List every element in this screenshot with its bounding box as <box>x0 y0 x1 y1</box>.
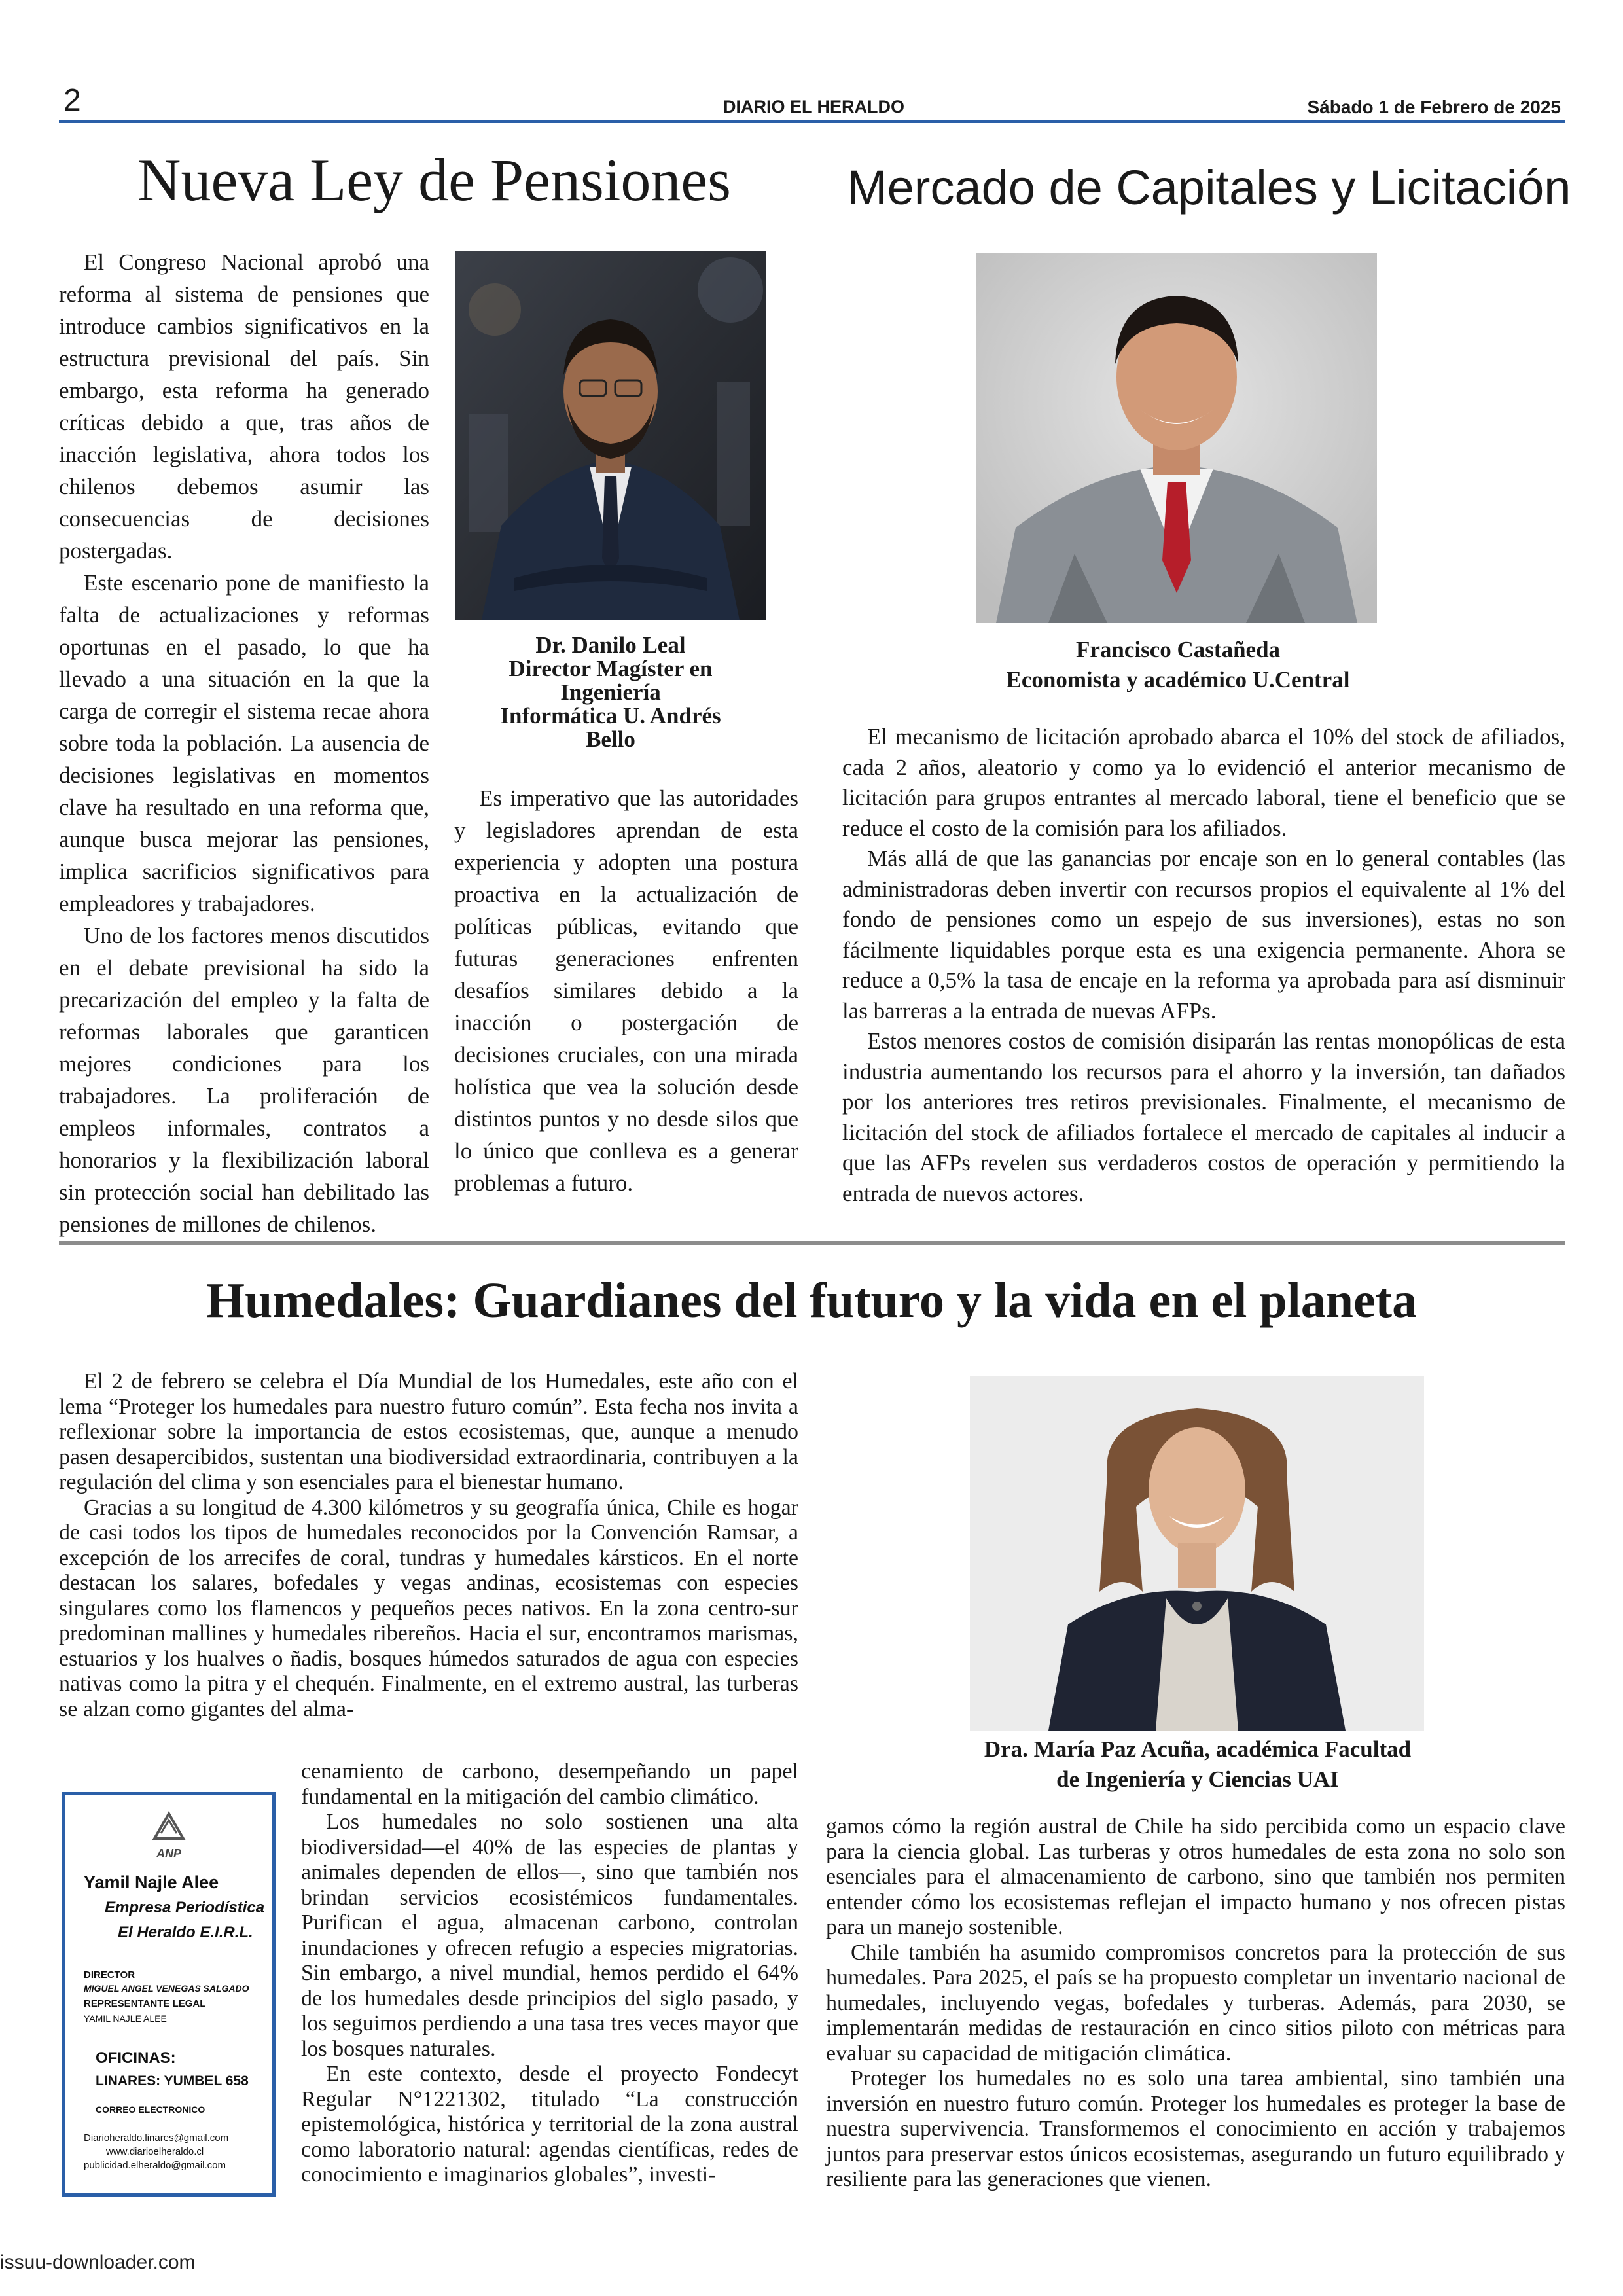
paragraph: Más allá de que las ganancias por encaje son en lo general contables (las administradoras deben invertir con recursos propios el equivalente al 1% del fondo de pensiones como un espejo de sus inversiones), estas no son fácilmente liquidables porque esta es una exigencia permanente. Ahora se reduce a 0,5% la tasa de encaje en la reforma ya aprobada para así disminuir las barreras a la entrada de nuevas AFPs. <box>842 846 1565 1024</box>
anp-logo-icon <box>149 1810 188 1844</box>
masthead-website: www.diarioelheraldo.cl <box>106 2146 204 2157</box>
masthead-email1: Diarioheraldo.linares@gmail.com <box>84 2132 229 2144</box>
caption-line: Francisco Castañeda <box>1075 637 1281 662</box>
anp-logo <box>65 1810 272 1861</box>
paragraph: El 2 de febrero se celebra el Día Mundial de los Humedales, este año con el lema “Proteger los humedales para nuestro futuro común”. Esta fecha nos invita a reflexionar sobre la importancia de estos ecosistemas, que, aunque a menudo pasen desapercibidos, sustentan una biodiversidad extraordinaria, contribuyen a la regulación del clima y son esenciales para el bienestar humano. <box>59 1369 798 1494</box>
paragraph: Proteger los humedales no es solo una tarea ambiental, sino también una inversión en nuestro futuro común. Proteger los humedales es proteger la base de nuestra supervivencia. Transformemos el conocimiento en acción y trabajemos juntos para preservar estos únicos ecosistemas, asegurando un futuro equilibrado y resiliente para las generaciones que vienen. <box>826 2066 1565 2191</box>
caption-line: Ingeniería <box>560 679 661 705</box>
masthead-company-line2: El Heraldo E.I.R.L. <box>118 1924 253 1941</box>
masthead-offices-label: OFICINAS: <box>96 2049 176 2067</box>
article3-top-column <box>59 1369 798 1722</box>
paragraph: El mecanismo de licitación aprobado abarca el 10% del stock de afiliados, cada 2 años, aleatorio y como ya lo evidenció el anterior mecanismo de licitación para grupos entrantes al mercado laboral, tiene el beneficio que se reduce el costo de la comisión para los afiliados. <box>842 724 1565 841</box>
header-rule <box>59 120 1565 123</box>
masthead-legal-name: YAMIL NAJLE ALEE <box>84 2013 167 2024</box>
article2-body <box>842 722 1565 1209</box>
article1-column-middle <box>454 782 798 1199</box>
paragraph: cenamiento de carbono, desempeñando un papel fundamental en la mitigación del cambio climático. <box>301 1759 798 1809</box>
caption-line: Dra. María Paz Acuña, académica Facultad <box>984 1736 1412 1762</box>
caption-line: Informática U. Andrés <box>500 703 721 728</box>
paragraph: Este escenario pone de manifiesto la falta de actualizaciones y reformas oportunas en el pasado, lo que ha llevado a una situación en la que la carga de corregir el sistema recae ahora sobre toda la población. La ausencia de decisiones legislativas en momentos clave ha resultado en una reforma que, aunque busca mejorar las pensiones, implica sacrificios significativos para empleadores y trabajadores. <box>59 570 429 916</box>
danilo-leal-caption <box>475 634 746 751</box>
masthead-email2: publicidad.elheraldo@gmail.com <box>84 2160 226 2171</box>
masthead-director-label: DIRECTOR <box>84 1969 135 1981</box>
paragraph: gamos cómo la región austral de Chile ha sido percibida como un espacio clave para la ciencia global. Las turberas y otros humedales de esta zona no solo son esenciales para el almacenamiento de carbono, sino que también nos permiten entender cómo los ecosistemas reflejan el impacto humano y nos ofrecen pistas para un manejo sostenible. <box>826 1814 1565 1939</box>
paragraph: En este contexto, desde el proyecto Fondecyt Regular N°1221302, titulado “La construcción epistemológica, histórica y territorial de la zona austral como laboratorio natural: agendas científicas, redes de conocimiento e imaginarios globales”, investi- <box>301 2062 798 2187</box>
masthead-email-label: CORREO ELECTRONICO <box>96 2104 205 2115</box>
francisco-castaneda-photo <box>976 253 1377 623</box>
paragraph: Es imperativo que las autoridades y legisladores aprendan de esta experiencia y adopten una postura proactiva en la actualización de políticas públicas, evitando que futuras generaciones enfrenten desafíos similares debido a la inacción o postergación de decisiones cruciales, con una mirada holística que vea la solución desde distintos puntos y no desde silos que lo único que conlleva es a generar problemas a futuro. <box>454 785 798 1196</box>
article3-narrow-column <box>301 1759 798 2188</box>
paragraph: Gracias a su longitud de 4.300 kilómetros y su geografía única, Chile es hogar de casi todos los tipos de humedales reconocidos por la Convención Ramsar, a excepción de los arrecifes de coral, tundras y humedales kársticos. En el norte destacan los salares, bofedales y vegas andinas, ecosistemas con especies singulares como los flamencos y pequeños peces nativos. En la zona centro-sur predominan mallines y humedales ribereños. Hacia el sur, encontramos marismas, estuarios y los hualves o ñadis, bosques húmedos saturados de agua con especies nativas como la pitra y el chequén. Finalmente, en el extremo austral, las turberas se alzan como gigantes del alma- <box>59 1495 798 1721</box>
article3-title: Humedales: Guardianes del futuro y la vida en el planeta <box>205 1273 1418 1328</box>
caption-line: Economista y académico U.Central <box>1006 667 1350 692</box>
article3-right-column <box>826 1814 1565 2193</box>
watermark: issuu-downloader.com <box>0 2251 196 2273</box>
francisco-castaneda-caption <box>942 635 1414 695</box>
caption-line: Bello <box>586 726 635 752</box>
danilo-leal-photo <box>455 251 766 620</box>
article1-column-left <box>59 246 429 1240</box>
paragraph: Uno de los factores menos discutidos en el debate previsional ha sido la precarización del empleo y la falta de reformas laborales que garanticen mejores condiciones para los trabajadores. La proliferación de empleos informales, contratos a honorarios y la flexibilización laboral sin protección social han debilitado las pensiones de millones de chilenos. <box>59 923 429 1237</box>
paragraph: Los humedales no solo sostienen una alta biodiversidad—el 40% de las especies de plantas y animales dependen de ellos—, sino que también nos brindan servicios ecosistémicos fundamentales. Purifican el agua, almacenan carbono, controlan inundaciones y ofrecen refugio a especies migratorias. Sin embargo, a nivel mundial, hemos perdido el 64% de los humedales desde principios del siglo pasado, y los seguimos perdiendo a una tasa tres veces mayor que los bosques naturales. <box>301 1810 798 2061</box>
issue-date: Sábado 1 de Febrero de 2025 <box>1307 97 1561 117</box>
article1-title: Nueva Ley de Pensiones <box>137 147 731 213</box>
masthead-company-line1: Empresa Periodística <box>105 1899 265 1916</box>
article2-title: Mercado de Capitales y Licitación <box>847 160 1571 215</box>
masthead-legal-label: REPRESENTANTE LEGAL <box>84 1998 206 2009</box>
section-divider <box>59 1241 1565 1245</box>
masthead-box <box>62 1792 276 2197</box>
maria-paz-acuna-caption <box>844 1734 1551 1795</box>
newspaper-name: DIARIO EL HERALDO <box>723 97 905 117</box>
paragraph: Estos menores costos de comisión disiparán las rentas monopólicas de esta industria aumentando los recursos para el ahorro y la inversión, tan dañados por los anteriores tres retiros previsionales. Finalmente, el mecanismo de licitación del stock de afiliados fortalece el mercado de capitales al inducir a que las AFPs revelen sus verdaderos costos de operación y permitiendo la entrada de nuevos actores. <box>842 1028 1565 1206</box>
masthead-director-name: MIGUEL ANGEL VENEGAS SALGADO <box>84 1983 249 1994</box>
page-number: 2 <box>63 83 81 118</box>
caption-line: de Ingeniería y Ciencias UAI <box>1056 1767 1339 1792</box>
masthead-offices-value: LINARES: YUMBEL 658 <box>96 2073 249 2089</box>
masthead-owner: Yamil Najle Alee <box>84 1873 219 1892</box>
paragraph: El Congreso Nacional aprobó una reforma al sistema de pensiones que introduce cambios significativos en la estructura previsional del país. Sin embargo, esta reforma ha generado críticas debido a que, tras años de inacción legislativa, ahora todos los chilenos debemos asumir las consecuencias de decisiones postergadas. <box>59 249 429 564</box>
maria-paz-acuna-photo <box>970 1376 1424 1731</box>
anp-logo-text: ANP <box>156 1847 181 1860</box>
paragraph: Chile también ha asumido compromisos concretos para la protección de sus humedales. Para 2025, el país se ha propuesto completar un inventario nacional de humedales, incluyendo vegas, bofedales y turberas. Además, para 2030, se implementarán medidas de restauración en cinco sitios piloto con métricas para evaluar su capacidad de mitigación climática. <box>826 1940 1565 2066</box>
caption-line: Dr. Danilo Leal <box>535 632 686 658</box>
caption-line: Director Magíster en <box>508 656 713 681</box>
